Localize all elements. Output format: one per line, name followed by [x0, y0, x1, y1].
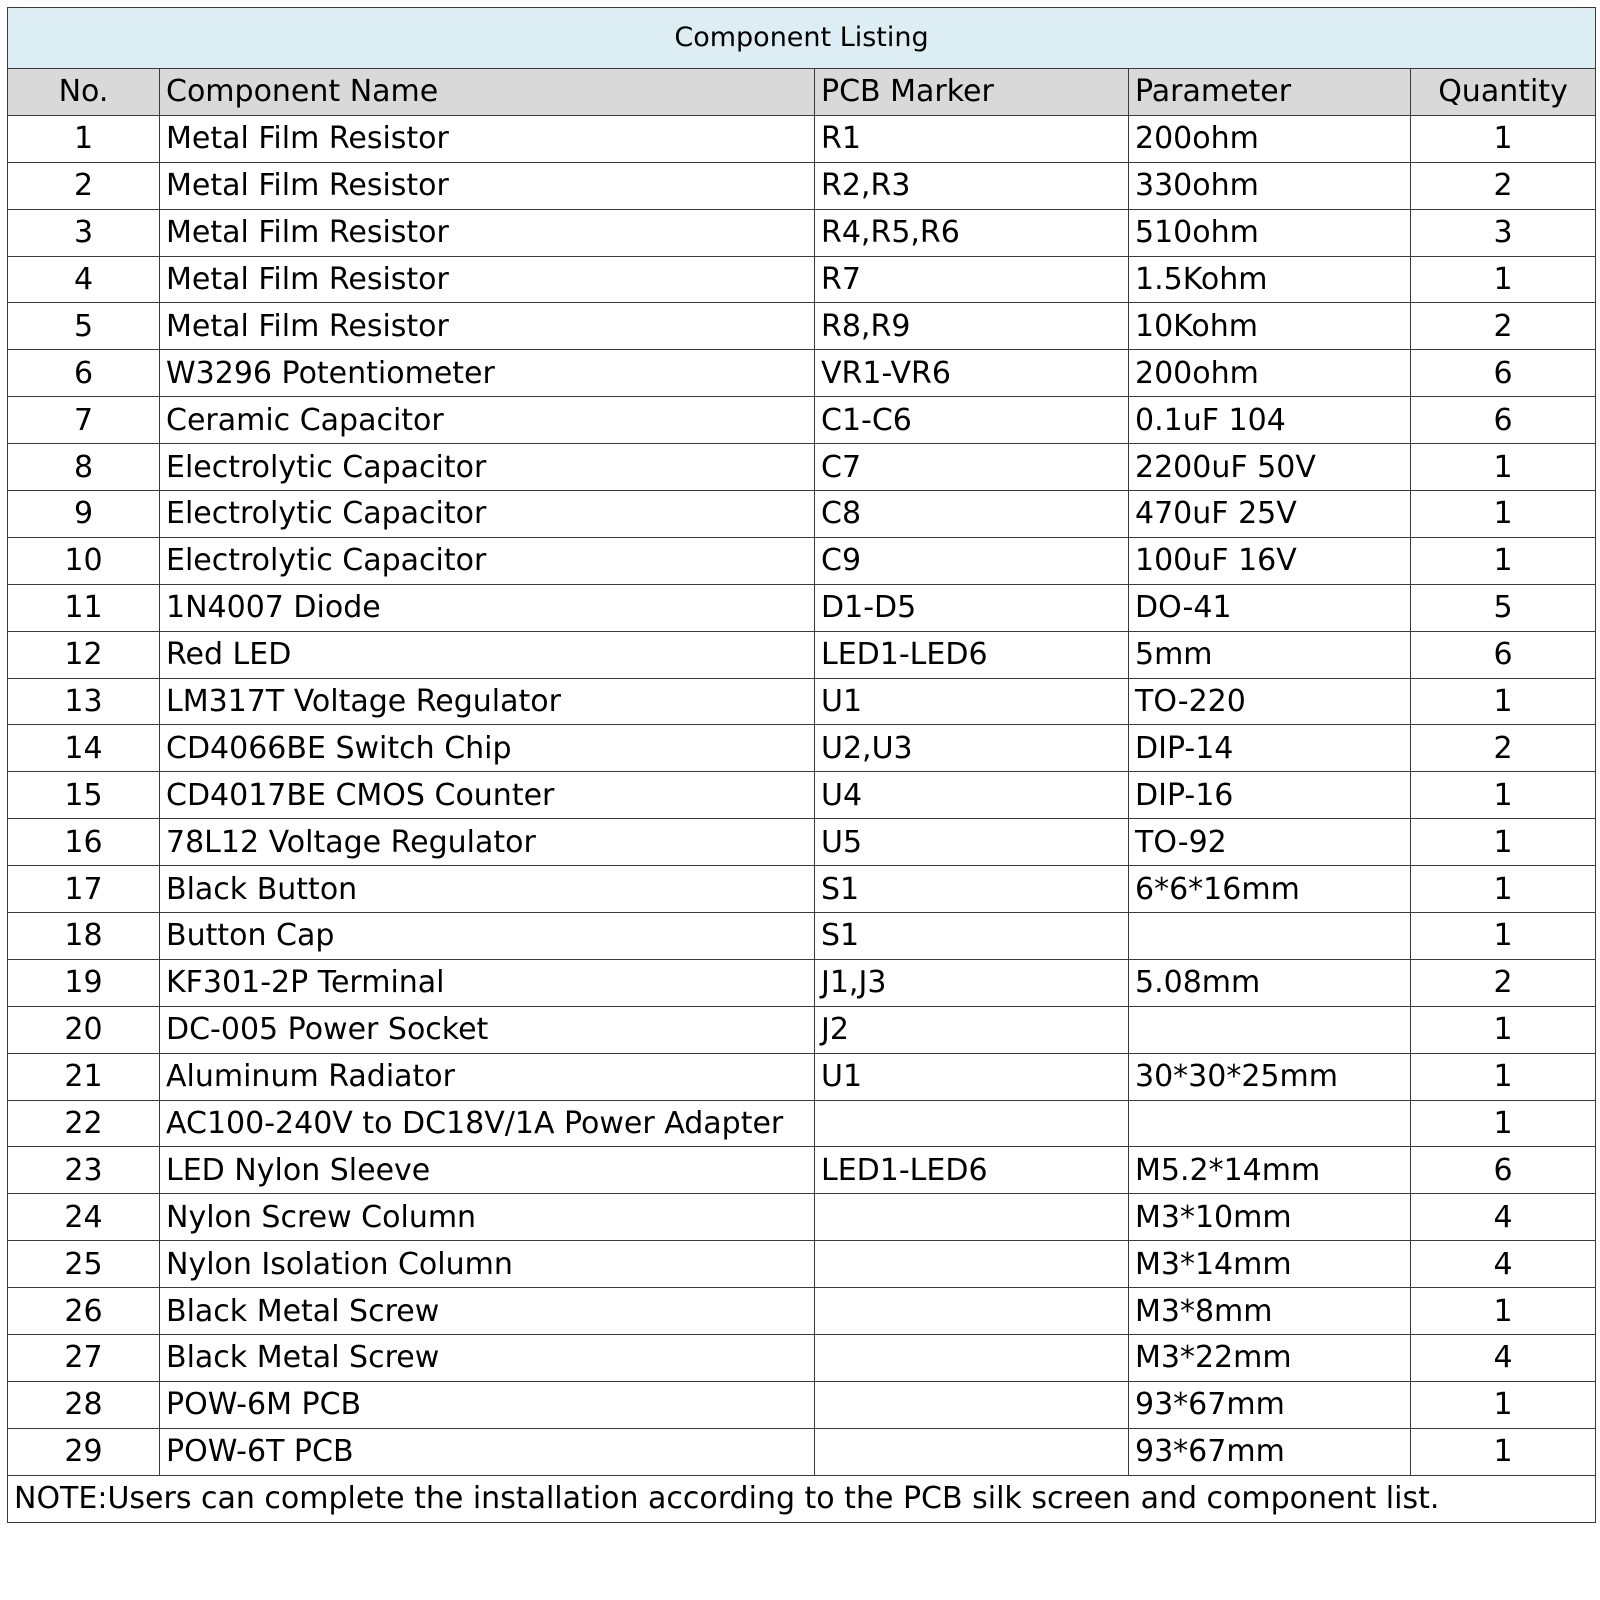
cell-parameter: 6*6*16mm — [1129, 866, 1411, 913]
cell-parameter: 470uF 25V — [1129, 491, 1411, 538]
table-row — [8, 584, 1596, 631]
component-listing-sheet — [7, 7, 1595, 1523]
table-row — [8, 772, 1596, 819]
cell-parameter: 100uF 16V — [1129, 537, 1411, 584]
column-header-no: No. — [8, 69, 160, 116]
cell-no: 9 — [8, 491, 160, 538]
cell-component-name: 78L12 Voltage Regulator — [160, 819, 815, 866]
cell-no: 3 — [8, 209, 160, 256]
table-row — [8, 303, 1596, 350]
cell-pcb-marker: S1 — [815, 913, 1129, 960]
cell-parameter — [1129, 913, 1411, 960]
table-row — [8, 491, 1596, 538]
cell-parameter: M3*14mm — [1129, 1241, 1411, 1288]
cell-pcb-marker: U5 — [815, 819, 1129, 866]
cell-parameter: M3*10mm — [1129, 1194, 1411, 1241]
table-row — [8, 1194, 1596, 1241]
cell-no: 27 — [8, 1335, 160, 1382]
cell-pcb-marker: U1 — [815, 1053, 1129, 1100]
cell-pcb-marker: C9 — [815, 537, 1129, 584]
cell-pcb-marker: LED1-LED6 — [815, 1147, 1129, 1194]
cell-pcb-marker: S1 — [815, 866, 1129, 913]
cell-quantity: 1 — [1411, 866, 1596, 913]
table-row — [8, 1381, 1596, 1428]
cell-component-name: Metal Film Resistor — [160, 162, 815, 209]
cell-quantity: 2 — [1411, 162, 1596, 209]
cell-quantity: 1 — [1411, 1381, 1596, 1428]
cell-quantity: 4 — [1411, 1335, 1596, 1382]
cell-quantity: 5 — [1411, 584, 1596, 631]
table-row — [8, 1006, 1596, 1053]
cell-pcb-marker: R2,R3 — [815, 162, 1129, 209]
cell-no: 21 — [8, 1053, 160, 1100]
cell-parameter: 93*67mm — [1129, 1381, 1411, 1428]
cell-parameter: 2200uF 50V — [1129, 444, 1411, 491]
cell-no: 26 — [8, 1288, 160, 1335]
cell-no: 19 — [8, 959, 160, 1006]
cell-component-name: Metal Film Resistor — [160, 115, 815, 162]
cell-no: 28 — [8, 1381, 160, 1428]
cell-pcb-marker: J2 — [815, 1006, 1129, 1053]
table-row — [8, 397, 1596, 444]
table-row — [8, 444, 1596, 491]
cell-pcb-marker: U2,U3 — [815, 725, 1129, 772]
cell-pcb-marker: D1-D5 — [815, 584, 1129, 631]
cell-no: 18 — [8, 913, 160, 960]
cell-pcb-marker — [815, 1100, 1129, 1147]
table-row — [8, 819, 1596, 866]
cell-component-name: Electrolytic Capacitor — [160, 491, 815, 538]
table-row — [8, 1241, 1596, 1288]
cell-no: 2 — [8, 162, 160, 209]
table-row — [8, 350, 1596, 397]
cell-parameter: 5mm — [1129, 631, 1411, 678]
cell-quantity: 1 — [1411, 444, 1596, 491]
cell-quantity: 1 — [1411, 1100, 1596, 1147]
title-row — [8, 8, 1596, 69]
cell-quantity: 1 — [1411, 115, 1596, 162]
cell-quantity: 2 — [1411, 725, 1596, 772]
cell-pcb-marker — [815, 1194, 1129, 1241]
cell-pcb-marker: U1 — [815, 678, 1129, 725]
table-row — [8, 115, 1596, 162]
cell-no: 16 — [8, 819, 160, 866]
table-row — [8, 209, 1596, 256]
table-row — [8, 1147, 1596, 1194]
cell-component-name: Ceramic Capacitor — [160, 397, 815, 444]
cell-quantity: 1 — [1411, 1288, 1596, 1335]
cell-pcb-marker — [815, 1241, 1129, 1288]
cell-no: 10 — [8, 537, 160, 584]
cell-component-name: AC100-240V to DC18V/1A Power Adapter — [160, 1100, 815, 1147]
cell-quantity: 1 — [1411, 256, 1596, 303]
cell-no: 8 — [8, 444, 160, 491]
table-row — [8, 866, 1596, 913]
table-row — [8, 959, 1596, 1006]
cell-parameter: DIP-16 — [1129, 772, 1411, 819]
cell-parameter: 330ohm — [1129, 162, 1411, 209]
cell-quantity: 2 — [1411, 303, 1596, 350]
cell-component-name: KF301-2P Terminal — [160, 959, 815, 1006]
cell-pcb-marker: C8 — [815, 491, 1129, 538]
cell-component-name: W3296 Potentiometer — [160, 350, 815, 397]
cell-parameter: 0.1uF 104 — [1129, 397, 1411, 444]
cell-component-name: POW-6M PCB — [160, 1381, 815, 1428]
cell-component-name: Nylon Isolation Column — [160, 1241, 815, 1288]
cell-pcb-marker: R4,R5,R6 — [815, 209, 1129, 256]
cell-pcb-marker: R1 — [815, 115, 1129, 162]
cell-parameter: 10Kohm — [1129, 303, 1411, 350]
cell-parameter: DIP-14 — [1129, 725, 1411, 772]
cell-component-name: Red LED — [160, 631, 815, 678]
cell-quantity: 1 — [1411, 819, 1596, 866]
table-row — [8, 631, 1596, 678]
cell-no: 13 — [8, 678, 160, 725]
cell-component-name: Black Metal Screw — [160, 1288, 815, 1335]
note-text: NOTE:Users can complete the installation according to the PCB silk screen and component list. — [8, 1475, 1596, 1522]
cell-parameter — [1129, 1100, 1411, 1147]
cell-quantity: 6 — [1411, 350, 1596, 397]
cell-quantity: 1 — [1411, 491, 1596, 538]
cell-component-name: LM317T Voltage Regulator — [160, 678, 815, 725]
cell-parameter: 93*67mm — [1129, 1428, 1411, 1475]
table-row — [8, 725, 1596, 772]
cell-pcb-marker — [815, 1288, 1129, 1335]
cell-pcb-marker — [815, 1335, 1129, 1382]
table-row — [8, 1053, 1596, 1100]
cell-parameter: M3*22mm — [1129, 1335, 1411, 1382]
cell-parameter: TO-220 — [1129, 678, 1411, 725]
cell-no: 24 — [8, 1194, 160, 1241]
column-header-component-name: Component Name — [160, 69, 815, 116]
cell-component-name: CD4017BE CMOS Counter — [160, 772, 815, 819]
cell-no: 17 — [8, 866, 160, 913]
cell-parameter: 1.5Kohm — [1129, 256, 1411, 303]
table-row — [8, 1100, 1596, 1147]
cell-parameter: 200ohm — [1129, 115, 1411, 162]
cell-quantity: 1 — [1411, 1428, 1596, 1475]
cell-no: 1 — [8, 115, 160, 162]
cell-component-name: POW-6T PCB — [160, 1428, 815, 1475]
cell-component-name: Metal Film Resistor — [160, 303, 815, 350]
cell-component-name: CD4066BE Switch Chip — [160, 725, 815, 772]
note-row — [8, 1475, 1596, 1522]
cell-component-name: LED Nylon Sleeve — [160, 1147, 815, 1194]
cell-parameter: 510ohm — [1129, 209, 1411, 256]
cell-no: 22 — [8, 1100, 160, 1147]
cell-pcb-marker: R8,R9 — [815, 303, 1129, 350]
table-row — [8, 256, 1596, 303]
cell-component-name: Nylon Screw Column — [160, 1194, 815, 1241]
cell-pcb-marker — [815, 1428, 1129, 1475]
cell-no: 11 — [8, 584, 160, 631]
column-header-pcb-marker: PCB Marker — [815, 69, 1129, 116]
cell-parameter: 200ohm — [1129, 350, 1411, 397]
cell-component-name: Button Cap — [160, 913, 815, 960]
cell-component-name: DC-005 Power Socket — [160, 1006, 815, 1053]
cell-no: 12 — [8, 631, 160, 678]
header-row — [8, 69, 1596, 116]
cell-quantity: 1 — [1411, 537, 1596, 584]
table-row — [8, 162, 1596, 209]
cell-no: 6 — [8, 350, 160, 397]
cell-pcb-marker: C1-C6 — [815, 397, 1129, 444]
cell-no: 15 — [8, 772, 160, 819]
cell-parameter — [1129, 1006, 1411, 1053]
cell-quantity: 3 — [1411, 209, 1596, 256]
cell-component-name: Metal Film Resistor — [160, 209, 815, 256]
table-row — [8, 537, 1596, 584]
cell-quantity: 4 — [1411, 1241, 1596, 1288]
table-row — [8, 1335, 1596, 1382]
table-title: Component Listing — [8, 8, 1596, 69]
table-row — [8, 913, 1596, 960]
cell-no: 5 — [8, 303, 160, 350]
cell-quantity: 6 — [1411, 397, 1596, 444]
cell-quantity: 1 — [1411, 913, 1596, 960]
cell-component-name: Metal Film Resistor — [160, 256, 815, 303]
cell-component-name: Electrolytic Capacitor — [160, 537, 815, 584]
cell-component-name: Black Metal Screw — [160, 1335, 815, 1382]
cell-quantity: 6 — [1411, 1147, 1596, 1194]
table-row — [8, 1428, 1596, 1475]
cell-quantity: 4 — [1411, 1194, 1596, 1241]
cell-parameter: DO-41 — [1129, 584, 1411, 631]
column-header-parameter: Parameter — [1129, 69, 1411, 116]
cell-pcb-marker: U4 — [815, 772, 1129, 819]
cell-no: 25 — [8, 1241, 160, 1288]
cell-parameter: M5.2*14mm — [1129, 1147, 1411, 1194]
cell-parameter: M3*8mm — [1129, 1288, 1411, 1335]
cell-component-name: Electrolytic Capacitor — [160, 444, 815, 491]
cell-quantity: 1 — [1411, 1006, 1596, 1053]
cell-pcb-marker: C7 — [815, 444, 1129, 491]
component-table — [7, 7, 1596, 1523]
cell-quantity: 2 — [1411, 959, 1596, 1006]
cell-parameter: TO-92 — [1129, 819, 1411, 866]
cell-quantity: 1 — [1411, 1053, 1596, 1100]
cell-parameter: 30*30*25mm — [1129, 1053, 1411, 1100]
table-row — [8, 1288, 1596, 1335]
cell-no: 14 — [8, 725, 160, 772]
cell-component-name: Black Button — [160, 866, 815, 913]
table-row — [8, 678, 1596, 725]
cell-pcb-marker: VR1-VR6 — [815, 350, 1129, 397]
cell-component-name: Aluminum Radiator — [160, 1053, 815, 1100]
cell-no: 20 — [8, 1006, 160, 1053]
cell-no: 7 — [8, 397, 160, 444]
cell-pcb-marker: R7 — [815, 256, 1129, 303]
cell-quantity: 1 — [1411, 678, 1596, 725]
table-body — [8, 115, 1596, 1475]
cell-pcb-marker — [815, 1381, 1129, 1428]
cell-no: 4 — [8, 256, 160, 303]
cell-quantity: 6 — [1411, 631, 1596, 678]
cell-component-name: 1N4007 Diode — [160, 584, 815, 631]
cell-no: 29 — [8, 1428, 160, 1475]
cell-parameter: 5.08mm — [1129, 959, 1411, 1006]
cell-no: 23 — [8, 1147, 160, 1194]
cell-pcb-marker: J1,J3 — [815, 959, 1129, 1006]
cell-quantity: 1 — [1411, 772, 1596, 819]
cell-pcb-marker: LED1-LED6 — [815, 631, 1129, 678]
column-header-quantity: Quantity — [1411, 69, 1596, 116]
